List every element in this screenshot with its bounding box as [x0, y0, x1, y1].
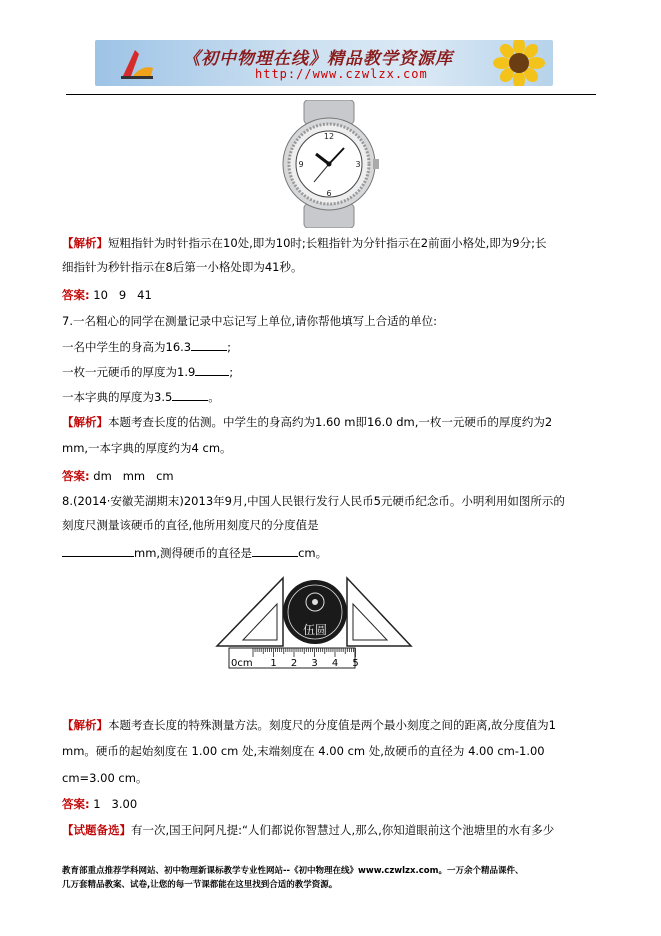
- sunflower-icon: [485, 40, 553, 86]
- svg-text:9: 9: [298, 160, 304, 169]
- svg-text:6: 6: [326, 189, 332, 198]
- answer-tag: 答案:: [62, 797, 90, 811]
- footer-line2: 几万套精品教案、试卷,让您的每一节课都能在这里找到合适的教学资源。: [62, 880, 338, 890]
- q6-analysis-line2: 细指针为秒针指示在8后第一小格处即为41秒。: [62, 260, 303, 274]
- extra-tag: 【试题备选】: [62, 823, 131, 837]
- ruler-tick-label: 1: [270, 658, 277, 669]
- ruler-tick-label: 5: [352, 658, 359, 669]
- answer-blank[interactable]: [172, 388, 208, 401]
- ruler-tick-label: 2: [290, 658, 298, 669]
- q7-answer: 答案: dm mm cm: [62, 469, 174, 483]
- ruler-unit-label: 0cm: [231, 658, 253, 669]
- q7-analysis-line1: 【解析】本题考查长度的估测。中学生的身高约为1.60 m即16.0 dm,一枚一元硬币的厚度约为2: [62, 415, 553, 429]
- q8-stem-line2: 刻度尺测量该硬币的直径,他所用刻度尺的分度值是: [62, 518, 319, 532]
- footer-line1: 教育部重点推荐学科网站、初中物理新课标教学专业性网站--《初中物理在线》www.czwlzx.com。一万余个精品课件、: [62, 866, 524, 876]
- q8-analysis-line2: mm。硬币的起始刻度在 1.00 cm 处,末端刻度在 4.00 cm 处,故硬币的直径为 4.00 cm-1.00: [62, 744, 545, 758]
- q7-item2: 一枚一元硬币的厚度为1.9 ;: [62, 365, 234, 379]
- logo-icon: [117, 46, 157, 82]
- ruler-tick-label: 3: [311, 658, 318, 669]
- left-set-square: [217, 578, 283, 646]
- banner-url[interactable]: http://www.czwlzx.com: [255, 67, 428, 81]
- right-set-square: [347, 578, 411, 646]
- q7-stem: 7.一名粗心的同学在测量记录中忘记写上单位,请你帮他填写上合适的单位:: [62, 314, 437, 328]
- header-rule: [66, 94, 596, 95]
- extra-question: 【试题备选】有一次,国王问阿凡提:“人们都说你智慧过人,那么,你知道眼前这个池塘里的水有多少: [62, 823, 555, 837]
- answer-blank[interactable]: [195, 363, 229, 376]
- q8-analysis-line1: 【解析】本题考查长度的特殊测量方法。刻度尺的分度值是两个最小刻度之间的距离,故分度值为1: [62, 718, 556, 732]
- svg-text:12: 12: [323, 132, 335, 141]
- svg-text:3: 3: [355, 160, 361, 169]
- q8-answer: 答案: 1 3.00: [62, 797, 138, 811]
- footer: [62, 864, 602, 892]
- answer-tag: 答案:: [62, 469, 90, 483]
- q6-analysis-line1: 【解析】短粗指针为时针指示在10处,即为10时;长粗指针为分针指示在2前面小格处,即为9分;长: [62, 236, 547, 250]
- q8-analysis-line3: cm=3.00 cm。: [62, 771, 148, 785]
- watch-illustration: [278, 100, 380, 228]
- answer-blank[interactable]: [191, 338, 227, 351]
- analysis-tag: 【解析】: [62, 415, 108, 429]
- answer-blank[interactable]: [252, 544, 298, 557]
- q7-item3: 一本字典的厚度为3.5 。: [62, 390, 220, 404]
- answer-blank[interactable]: [62, 544, 134, 557]
- ruler-coin-figure: [215, 572, 445, 676]
- coin-text: 伍圆: [302, 623, 328, 637]
- q8-stem-line1: 8.(2014·安徽芜湖期末)2013年9月,中国人民银行发行人民币5元硬币纪念币。小明利用如图所示的: [62, 494, 565, 508]
- analysis-tag: 【解析】: [62, 718, 108, 732]
- q8-stem-line3: mm,测得硬币的直径是 cm。: [62, 544, 327, 561]
- q7-item1: 一名中学生的身高为16.3 ;: [62, 340, 231, 354]
- header-banner: [95, 40, 553, 86]
- q6-answer: 答案: 10 9 41: [62, 288, 152, 302]
- answer-tag: 答案:: [62, 288, 90, 302]
- q7-analysis-line2: mm,一本字典的厚度约为4 cm。: [62, 441, 232, 455]
- analysis-tag: 【解析】: [62, 236, 108, 250]
- ruler-tick-label: 4: [331, 658, 339, 669]
- banner-title: 《初中物理在线》精品教学资源库: [183, 49, 453, 69]
